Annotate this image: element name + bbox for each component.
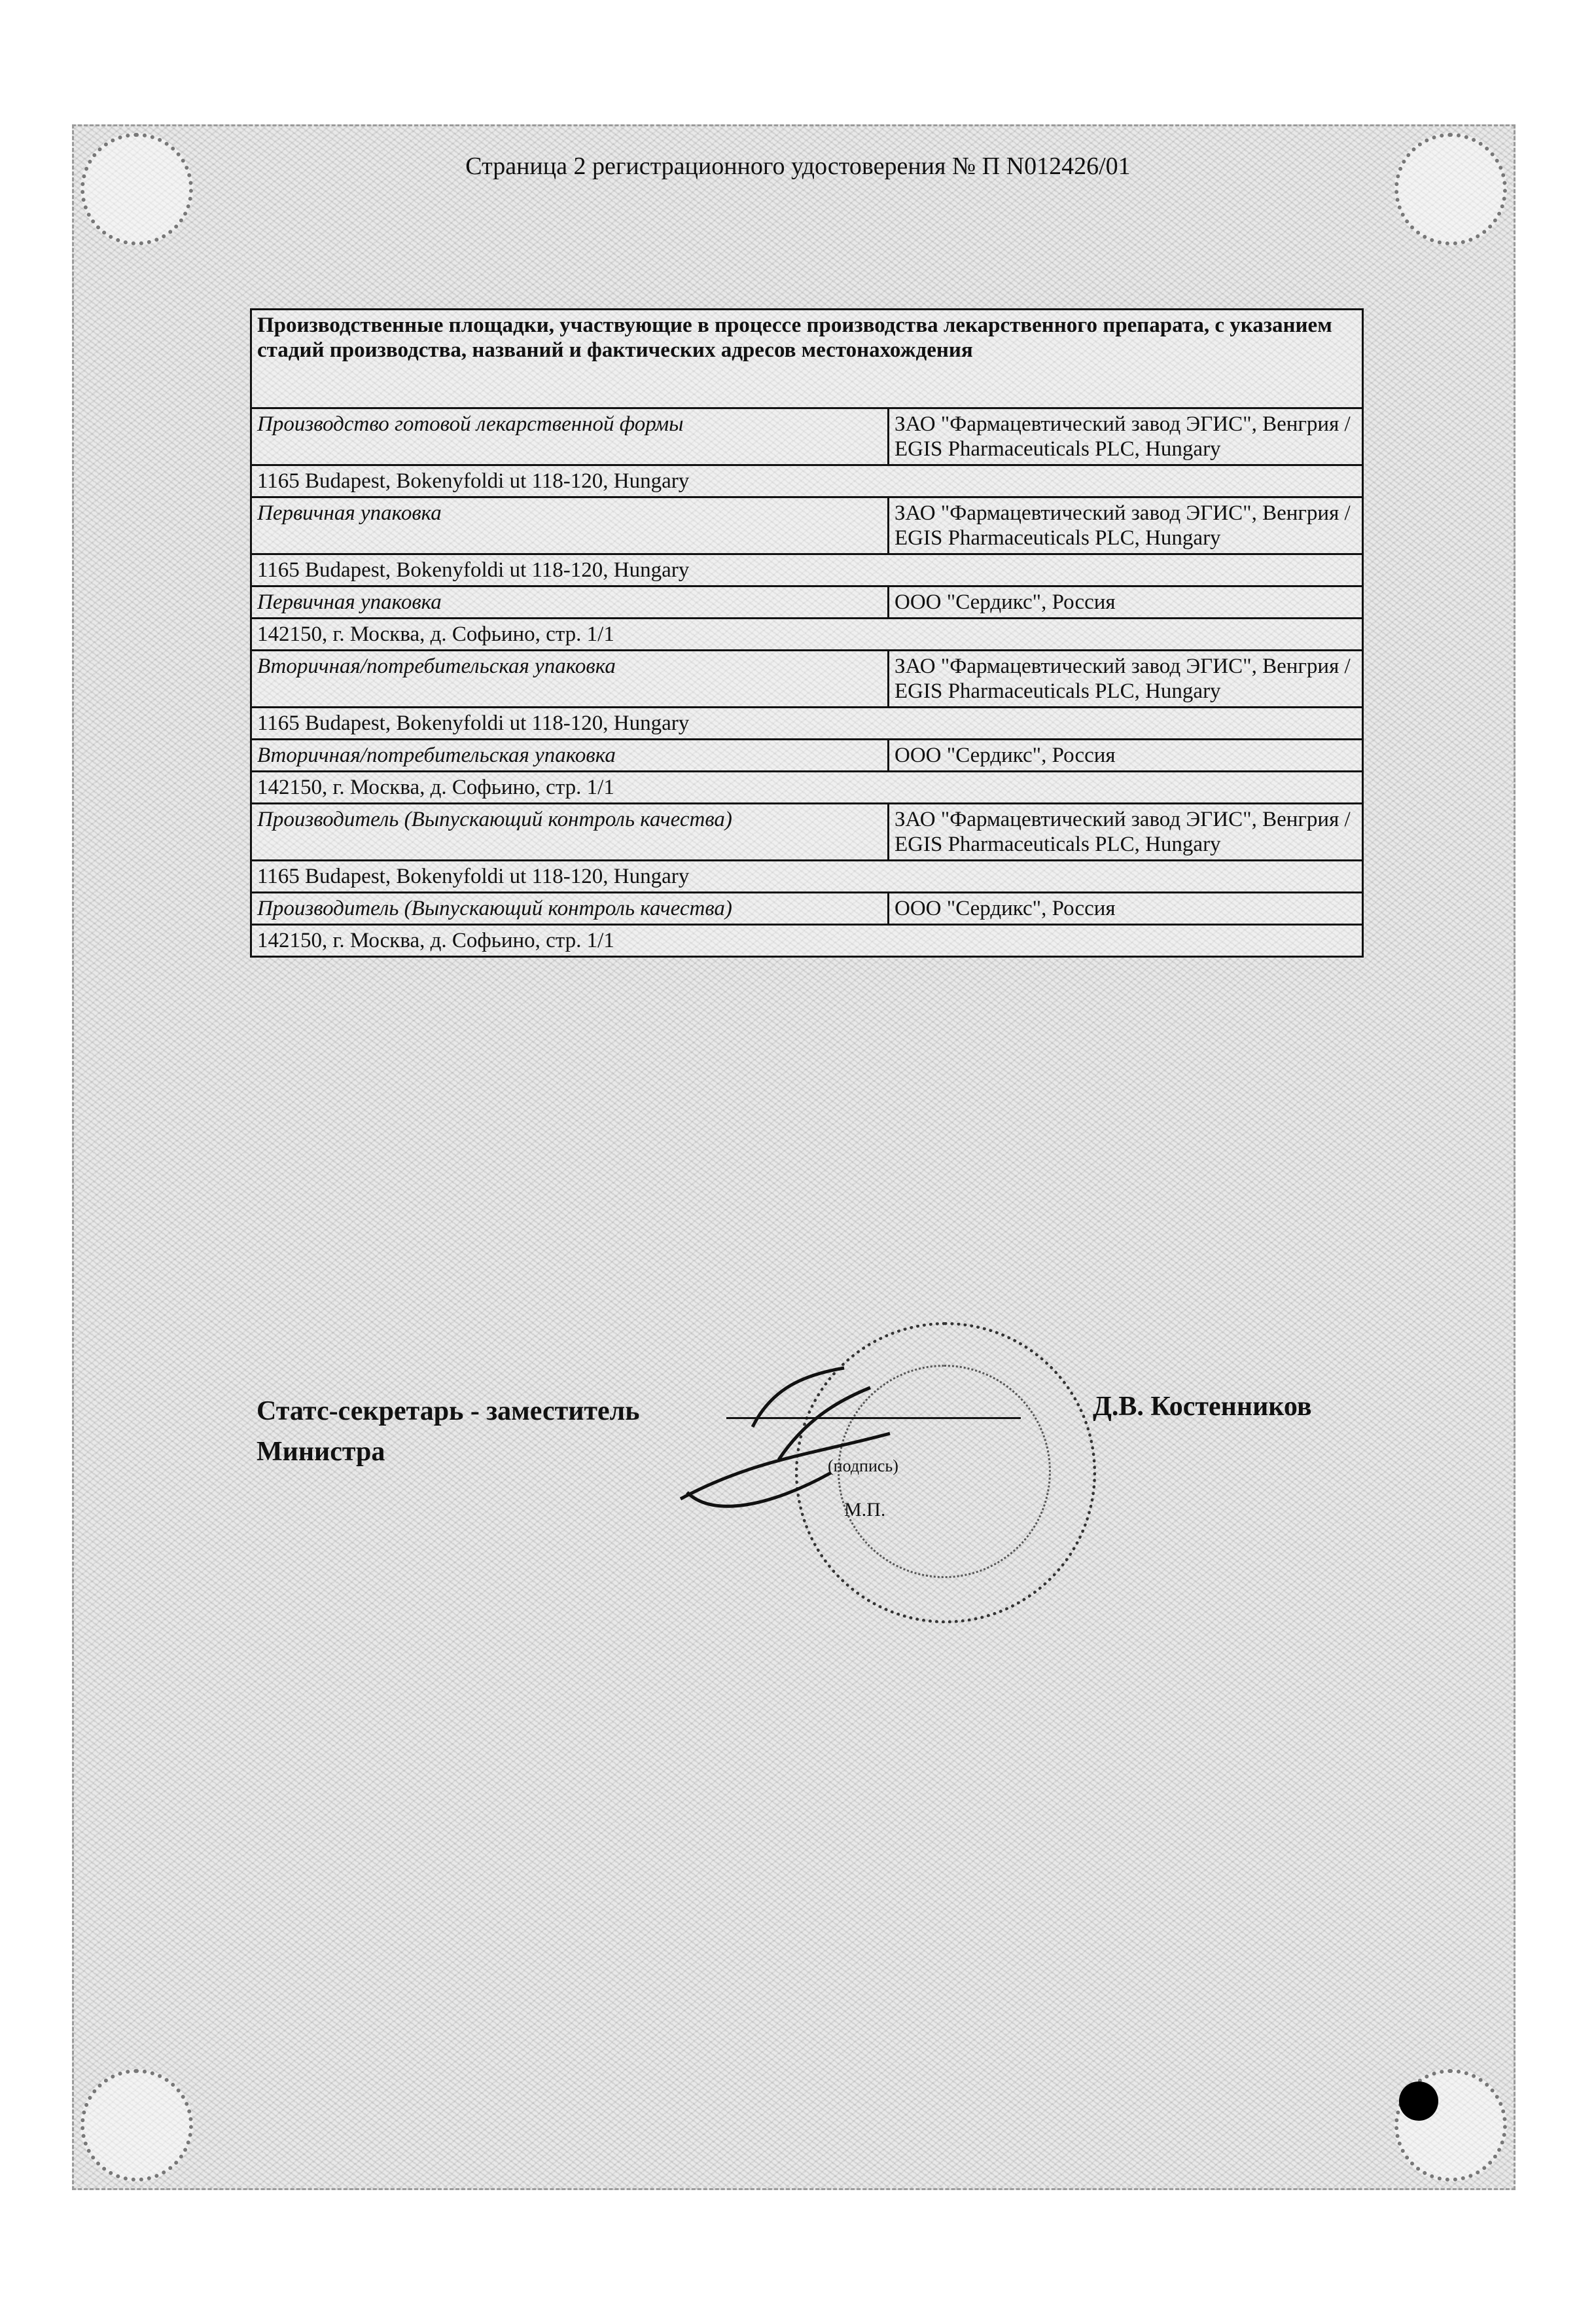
- table-row: [251, 408, 1363, 465]
- site-address: 142150, г. Москва, д. Софьино, стр. 1/1: [251, 772, 1363, 804]
- address-row: [251, 708, 1363, 740]
- manufacturer: ЗАО "Фармацевтический завод ЭГИС", Венгрия / EGIS Pharmaceuticals PLC, Hungary: [889, 408, 1363, 465]
- manufacturer: ЗАО "Фармацевтический завод ЭГИС", Венгрия / EGIS Pharmaceuticals PLC, Hungary: [889, 651, 1363, 708]
- site-address: 1165 Budapest, Bokenyfoldi ut 118-120, Hungary: [251, 465, 1363, 497]
- handwritten-signature: [674, 1361, 949, 1532]
- address-row: [251, 861, 1363, 893]
- seal-mark: М.П.: [844, 1499, 886, 1521]
- site-address: 1165 Budapest, Bokenyfoldi ut 118-120, Hungary: [251, 554, 1363, 586]
- manufacturer: ЗАО "Фармацевтический завод ЭГИС", Венгрия / EGIS Pharmaceuticals PLC, Hungary: [889, 804, 1363, 861]
- production-stage: Производитель (Выпускающий контроль качества): [251, 893, 889, 925]
- signatory-name: Д.В. Костенников: [1093, 1392, 1312, 1422]
- production-stage: Первичная упаковка: [251, 586, 889, 619]
- manufacturer: ЗАО "Фармацевтический завод ЭГИС", Венгрия / EGIS Pharmaceuticals PLC, Hungary: [889, 497, 1363, 554]
- page-title: Страница 2 регистрационного удостоверения № П N012426/01: [465, 153, 1131, 180]
- site-address: 142150, г. Москва, д. Софьино, стр. 1/1: [251, 925, 1363, 957]
- manufacturer: ООО "Сердикс", Россия: [889, 740, 1363, 772]
- table-row: [251, 893, 1363, 925]
- production-stage: Первичная упаковка: [251, 497, 889, 554]
- position-line-1: Статс-секретарь - заместитель: [257, 1396, 640, 1426]
- production-stage: Вторичная/потребительская упаковка: [251, 740, 889, 772]
- address-row: [251, 465, 1363, 497]
- corner-ornament: [80, 133, 193, 245]
- manufacturing-sites-table: [250, 308, 1364, 958]
- site-address: 142150, г. Москва, д. Софьино, стр. 1/1: [251, 619, 1363, 651]
- site-address: 1165 Budapest, Bokenyfoldi ut 118-120, Hungary: [251, 861, 1363, 893]
- position-line-2: Министра: [257, 1437, 385, 1467]
- signature-line: [726, 1417, 1021, 1419]
- manufacturer: ООО "Сердикс", Россия: [889, 586, 1363, 619]
- address-row: [251, 772, 1363, 804]
- address-row: [251, 554, 1363, 586]
- address-row: [251, 925, 1363, 957]
- production-stage: Производство готовой лекарственной формы: [251, 408, 889, 465]
- table-row: [251, 497, 1363, 554]
- site-address: 1165 Budapest, Bokenyfoldi ut 118-120, Hungary: [251, 708, 1363, 740]
- table-row: [251, 651, 1363, 708]
- punch-hole-mark: [1399, 2081, 1438, 2121]
- table-header-row: [251, 310, 1363, 408]
- production-stage: Вторичная/потребительская упаковка: [251, 651, 889, 708]
- corner-ornament: [80, 2069, 193, 2182]
- signature-caption: (подпись): [828, 1456, 898, 1475]
- manufacturer: ООО "Сердикс", Россия: [889, 893, 1363, 925]
- production-stage: Производитель (Выпускающий контроль качества): [251, 804, 889, 861]
- signatory-position: [257, 1391, 639, 1472]
- table-row: [251, 740, 1363, 772]
- address-row: [251, 619, 1363, 651]
- table-header: Производственные площадки, участвующие в процессе производства лекарственного препарата, с указанием стадий производства, названий и фактических адресов местонахождения: [251, 310, 1363, 408]
- table-row: [251, 586, 1363, 619]
- corner-ornament: [1394, 133, 1507, 245]
- table-row: [251, 804, 1363, 861]
